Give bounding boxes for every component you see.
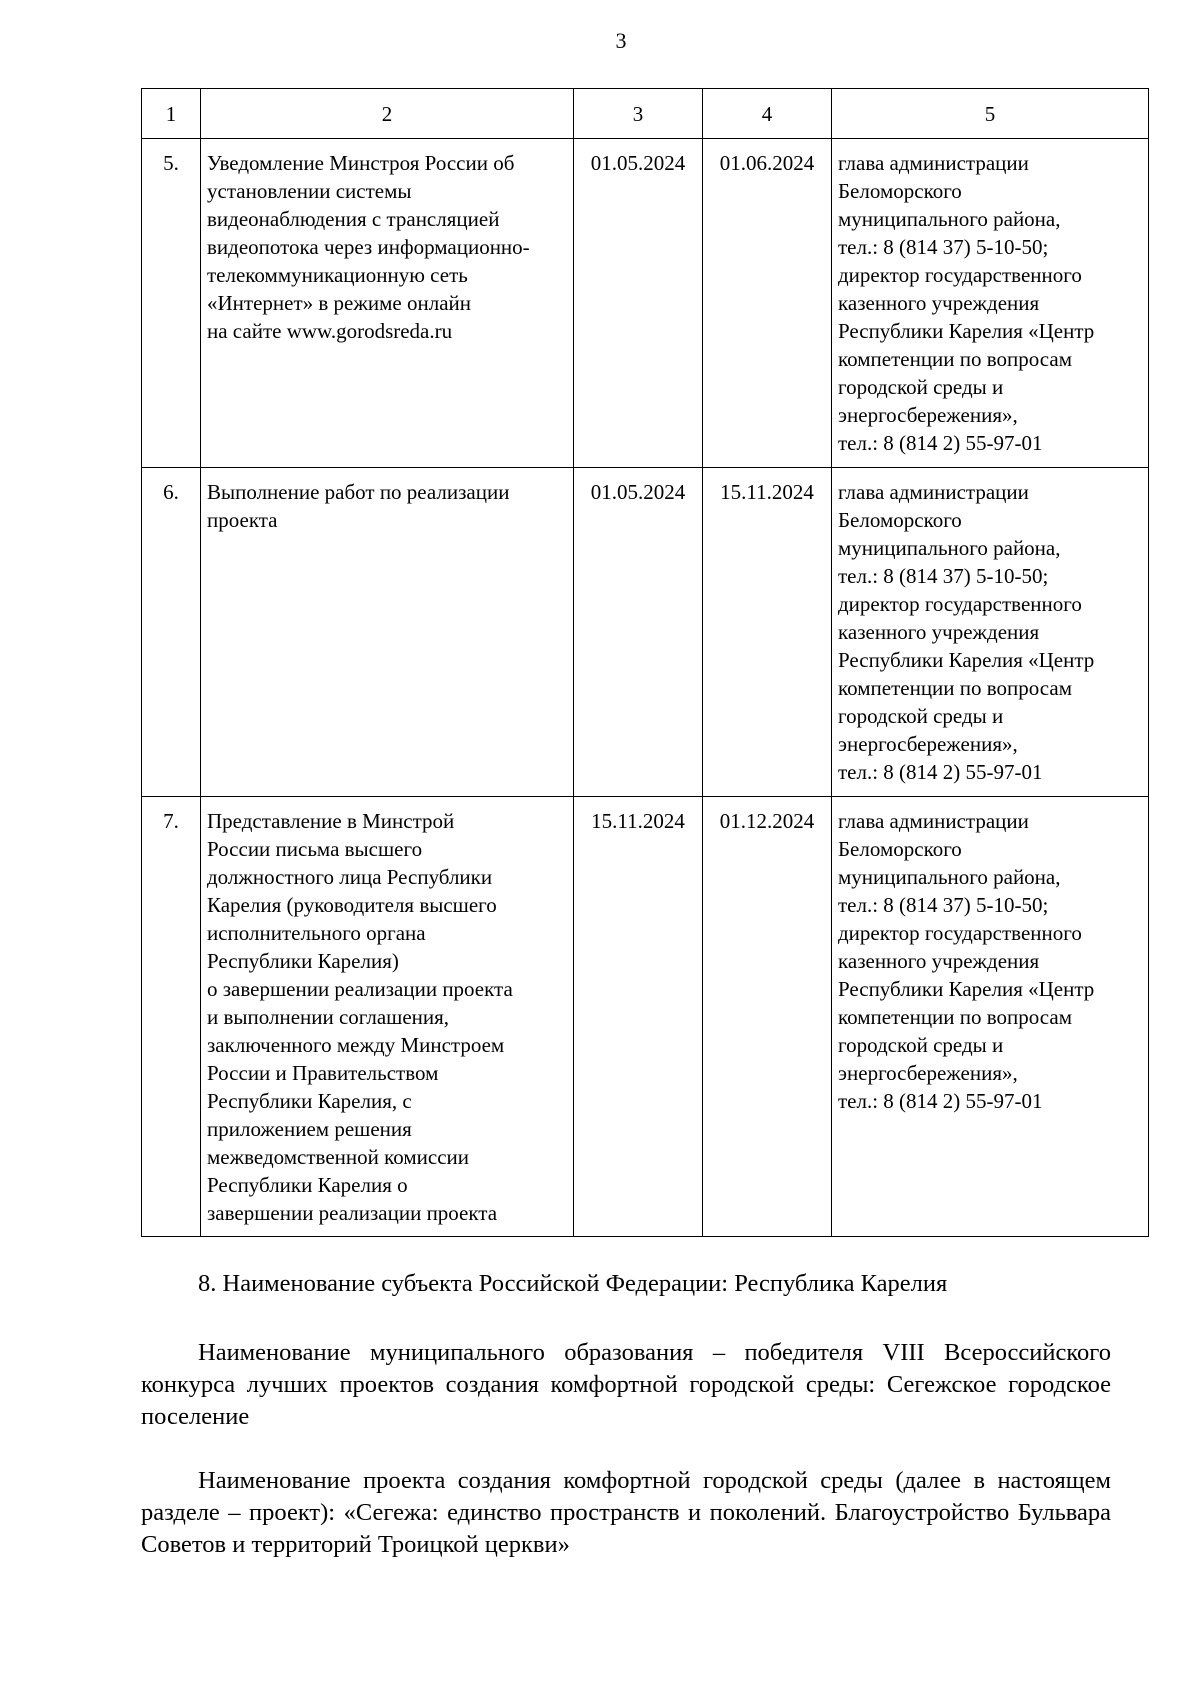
row-description: Выполнение работ по реализации проекта	[201, 468, 574, 797]
table-header-row	[142, 89, 1149, 139]
row-number: 6.	[142, 468, 201, 797]
page-number: 3	[615, 28, 627, 53]
municipality-paragraph: Наименование муниципального образования – победителя VIII Всероссийского конкурса лучших проектов создания комфортной городской среды: Сегежское городское поселение	[141, 1339, 1111, 1430]
table-row	[142, 468, 1149, 797]
row-number: 7.	[142, 797, 201, 1237]
row-end-date: 01.06.2024	[703, 139, 832, 468]
column-header-number: 1	[142, 89, 201, 139]
row-start-date: 01.05.2024	[574, 139, 703, 468]
row-end-date: 01.12.2024	[703, 797, 832, 1237]
row-responsible: глава администрации Беломорского муниципального района, тел.: 8 (814 37) 5-10-50; директор государственного казенного учреждения Республики Карелия «Центр компетенции по вопросам городской среды и энергосбережения», тел.: 8 (814 2) 55-97-01	[832, 468, 1149, 797]
column-header-start-date: 3	[574, 89, 703, 139]
row-start-date: 01.05.2024	[574, 468, 703, 797]
table-row	[142, 139, 1149, 468]
row-start-date: 15.11.2024	[574, 797, 703, 1237]
column-header-responsible: 5	[832, 89, 1149, 139]
project-paragraph: Наименование проекта создания комфортной городской среды (далее в настоящем разделе – проект): «Сегежа: единство пространств и поколений. Благоустройство Бульвара Советов и территорий Троицкой церкви»	[141, 1467, 1111, 1558]
table-row	[142, 797, 1149, 1237]
row-end-date: 15.11.2024	[703, 468, 832, 797]
subject-heading: 8. Наименование субъекта Российской Федерации: Республика Карелия	[198, 1270, 948, 1297]
row-responsible: глава администрации Беломорского муниципального района, тел.: 8 (814 37) 5-10-50; директор государственного казенного учреждения Республики Карелия «Центр компетенции по вопросам городской среды и энергосбережения», тел.: 8 (814 2) 55-97-01	[832, 139, 1149, 468]
schedule-table	[141, 88, 1149, 1237]
column-header-event: 2	[201, 89, 574, 139]
row-description: Уведомление Минстроя России об установлении системы видеонаблюдения с трансляцией видеопотока через информационно- телекоммуникационную сеть «Интернет» в режиме онлайн на сайте www.gorodsreda.ru	[201, 139, 574, 468]
row-responsible: глава администрации Беломорского муниципального района, тел.: 8 (814 37) 5-10-50; директор государственного казенного учреждения Республики Карелия «Центр компетенции по вопросам городской среды и энергосбережения», тел.: 8 (814 2) 55-97-01	[832, 797, 1149, 1237]
column-header-end-date: 4	[703, 89, 832, 139]
row-description: Представление в Минстрой России письма высшего должностного лица Республики Карелия (руководителя высшего исполнительного органа Республики Карелия) о завершении реализации проекта и выполнении соглашения, заключенного между Минстроем России и Правительством Республики Карелия, с приложением решения межведомственной комиссии Республики Карелия о завершении реализации проекта	[201, 797, 574, 1237]
row-number: 5.	[142, 139, 201, 468]
